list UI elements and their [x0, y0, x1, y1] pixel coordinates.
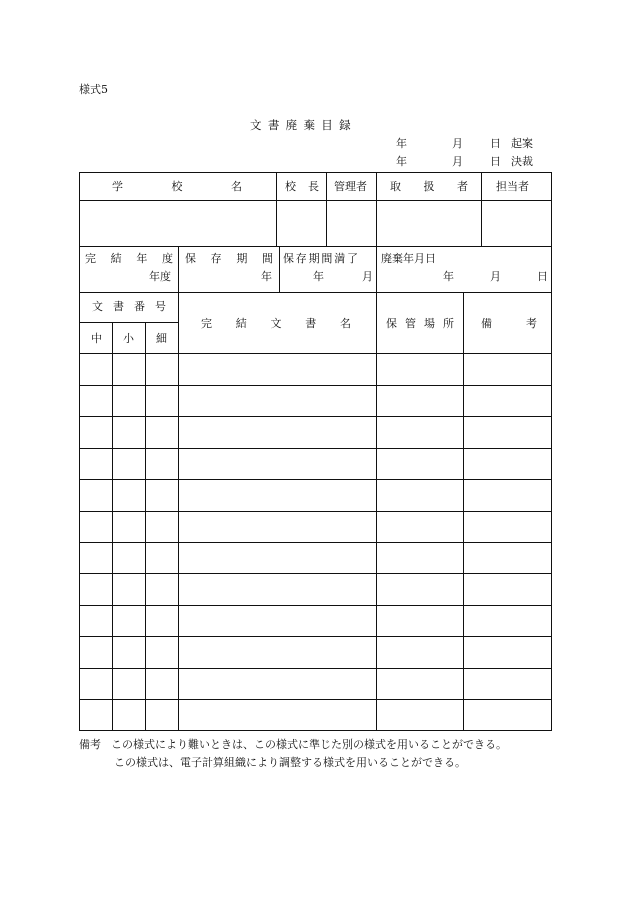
drafted-label: 起案: [511, 137, 533, 150]
disposal-year: 年: [443, 270, 454, 283]
sub-header-detail: 細: [156, 332, 167, 345]
doc-name-header: 完 結 文 書 名: [201, 317, 351, 330]
sub-header-medium: 中: [91, 332, 102, 345]
disposal-date-header: 廃棄年月日: [381, 252, 436, 265]
approved-day-label: 日: [490, 155, 501, 168]
retention-period-unit: 年: [261, 270, 272, 283]
notes-line-1: [79, 738, 507, 752]
person-in-charge-header: 担当者: [496, 180, 529, 193]
principal-header: 校 長: [285, 180, 319, 193]
remarks-header: 備 考: [481, 317, 537, 330]
school-name-header: 学 校 名: [112, 180, 242, 193]
sub-header-small: 小: [123, 332, 134, 345]
retention-period-header: 保 存 期 間: [185, 252, 273, 265]
manager-header: 管理者: [334, 180, 367, 193]
notes-text-1: この様式により難いときは、この様式に準じた別の様式を用いることができる。: [111, 738, 507, 751]
disposal-month: 月: [490, 270, 501, 283]
notes-label: 備考: [79, 738, 101, 751]
drafted-day-label: 日: [490, 137, 501, 150]
drafted-month-label: 月: [452, 137, 463, 150]
completion-year-unit: 年度: [149, 270, 171, 283]
drafted-year-label: 年: [396, 137, 407, 150]
document-title: 文書廃棄目録: [250, 118, 357, 132]
retention-expiry-header: 保存期間満了: [283, 252, 360, 265]
form-number: 様式5: [79, 83, 108, 96]
completion-year-header: 完 結 年 度: [85, 252, 173, 265]
approved-month-label: 月: [452, 155, 463, 168]
retention-expiry-month: 月: [362, 270, 373, 283]
storage-header: 保 管 場 所: [386, 317, 454, 330]
doc-number-header: 文 書 番 号: [92, 300, 166, 313]
approved-year-label: 年: [396, 155, 407, 168]
handler-header: 取 扱 者: [390, 180, 468, 193]
approved-label: 決裁: [511, 155, 533, 168]
notes-line-2: この様式は、電子計算組織により調整する様式を用いることができる。: [114, 756, 466, 769]
disposal-day: 日: [537, 270, 548, 283]
retention-expiry-year: 年: [313, 270, 324, 283]
